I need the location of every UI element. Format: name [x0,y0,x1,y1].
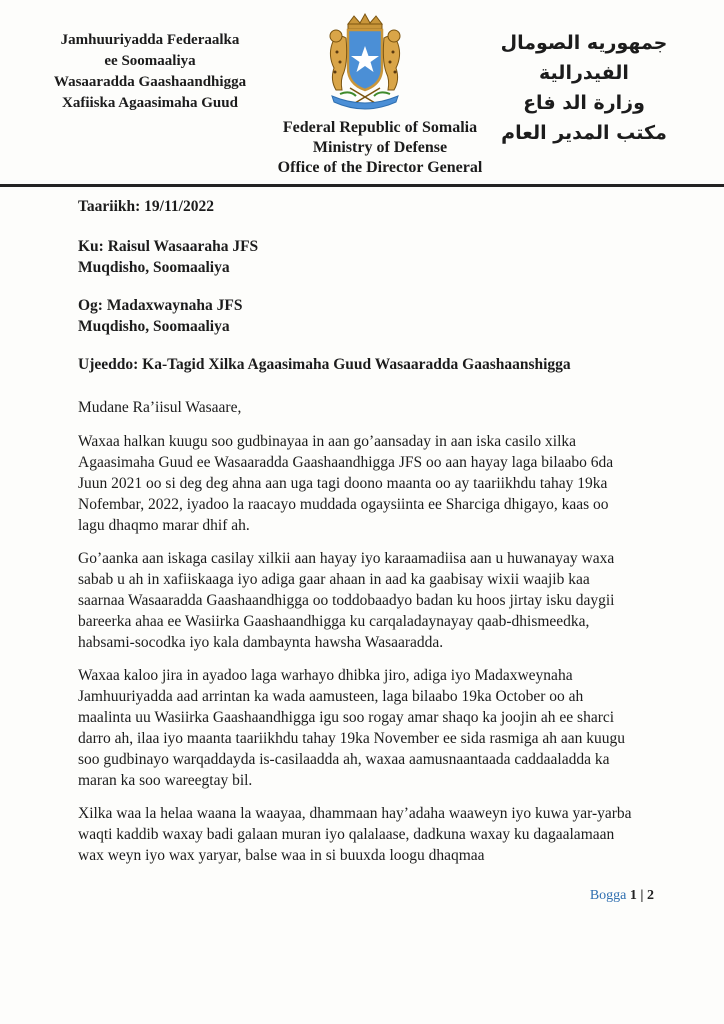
letter-greeting: Mudane Ra’iisul Wasaare, [78,399,242,416]
header-center-english [230,118,530,178]
header-left-somali [30,30,270,114]
header-center-line: Federal Republic of Somalia [282,119,478,136]
cc-city: Muqdisho, Soomaaliya [78,318,230,335]
header-divider [0,184,724,187]
cc-line: Og: Madaxwaynaha JFS [78,297,243,314]
header-center-line: Office of the Director General [277,159,483,176]
letter-paragraph: Waxaa halkan kuugu soo gudbinayaa in aan go’aansaday in aan iska casilo xilka Agaasimaha Guud ee Wasaaradda Gaashaandhigga JFS oo aan hayay laga bilaabo 6da Juun 2021 oo si deg deg ahna aan uga tagi doono maanta oo ay taariikhdu tahay 19ka Nofembar, 2022, iyadoo la raacayo muddada ogaysiinta ee Sharciga dhigayo, kaas oo lagu dhaqmo marar dhif ah. [78,433,614,534]
letter-body [78,196,634,878]
header-right-line: مكتب المدير العام [501,122,667,144]
header-left-line: Wasaaradda Gaashaandhigga [53,74,247,90]
cc-block [78,295,634,337]
page-footer [590,888,654,904]
letter-paragraph: Xilka waa la helaa waana la waayaa, dhammaan hay’adaha waaweyn iyo kuwa yar-yarba waqti kaddib waxay badi galaan muran iyo qalalaase, dadkuna waxay ku dagaalamaan wax weyn iyo wax yaryar, balse waa in si buuxda loogu dhaqmaa [78,805,632,864]
letter-paragraph: Waxaa kaloo jira in ayadoo laga warhayo dhibka jiro, adiga iyo Madaxweynaha Jamhuuriyadda aad arrintan ka wada aamusteen, laga bilaabo 19ka October oo ah maalinta uu Wasiirka Gaashaandhigga igu soo rogay amar shaqo ka joojin ah ee sharci darro ah, ilaa iyo maanta taariikhdu tahay 19ka November ee sida rasmiga ah aan kuugu soo gudbinayo warqaddayda is-casilaadda ah, waxaa aamusnaantaada caddaaladda ka maran ka soo wareegtay bil. [78,667,626,789]
header-left-line: Xafiiska Agaasimaha Guud [62,95,238,111]
letter-date: Taariikh: 19/11/2022 [78,198,214,215]
recipient-block [78,236,634,278]
header-right-line: وزارة الد فاع [523,92,645,114]
header-left-line: ee Soomaaliya [104,53,196,69]
recipient-city: Muqdisho, Soomaaliya [78,259,230,276]
letter-subject: Ujeeddo: Ka-Tagid Xilka Agaasimaha Guud Wasaaradda Gaashaanshigga [78,356,571,373]
header-center-line: Ministry of Defense [312,139,448,156]
recipient-line: Ku: Raisul Wasaaraha JFS [78,238,259,255]
header-left-line: Jamhuuriyadda Federaalka [60,32,240,48]
letter-paragraph: Go’aanka aan iskaga casilay xilkii aan hayay iyo karaamadiisa aan u huwanayay waxa sabab u ah in xafiiskaaga iyo adiga gaar ahaan in aad ka gaabisay wixii waajib kaa saarnaa Wasaaradda Gaashaandhigga oo toddobaadyo badan ku hoos jirtay isku daygii bareerka ahaa ee Wasiirka Gaashaandhigga ku carqaladaynayay qaab-dhismeedka, habsami-socodka iyo kala dambaynta hawsha Wasaaradda. [78,550,615,651]
page-word: Bogga [589,888,627,903]
page-number: 1 | 2 [629,888,654,903]
header-right-line: جمهوريه الصومال الفيدرالية [500,32,668,84]
somalia-coat-of-arms-icon [310,10,420,120]
